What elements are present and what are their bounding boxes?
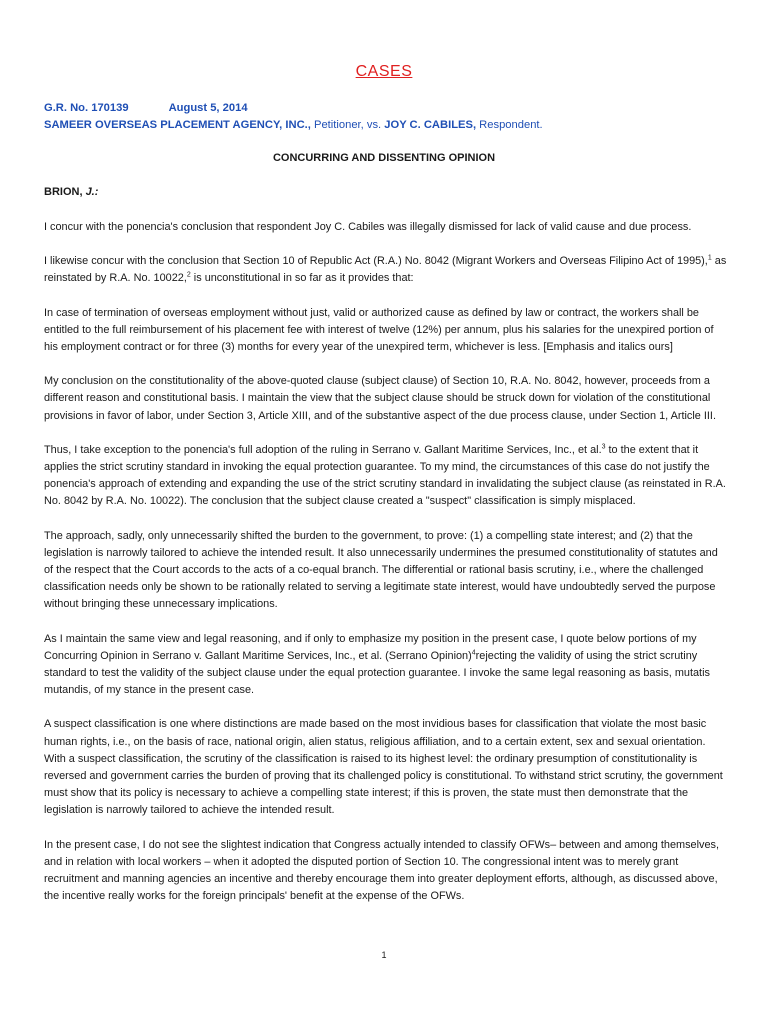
quoted-paragraph: In case of termination of overseas employment without just, valid or authorized cause as defined by law or contract, the workers shall be entitled to the full reimbursement of his placement fee with interest of twelve (12%) per annum, plus his salaries for the unexpired portion of his employment contract or for three (3) months for every year of the unexpired term, whichever is less. [Emphasis and italics ours] <box>44 306 714 354</box>
opinion-heading: CONCURRING AND DISSENTING OPINION <box>272 152 496 164</box>
footnote-ref[interactable]: 4 <box>471 649 476 657</box>
respondent-name: JOY C. CABILES, <box>384 119 477 131</box>
section-title: CASES <box>355 63 413 80</box>
paragraph-text: to the extent that it applies the strict scrutiny standard in invoking the equal protection guarantee. To my mind, the circumstances of this case do not justify the ponencia's approach of extending and expanding the use of the strict scrutiny standard in invalidating the subject clause (as reinstated in R.A. No. 8042 by R.A. No. 10022). The conclusion that the subject clause created a "suspect" classification is simply misplaced. <box>44 443 726 508</box>
footnote-ref[interactable]: 3 <box>601 443 606 451</box>
opinion-body <box>44 219 728 923</box>
petitioner-role: Petitioner, vs. <box>310 119 385 131</box>
paragraph-text: Thus, I take exception to the ponencia's full adoption of the ruling in Serrano v. Gallant Maritime Services, Inc., et al. <box>44 443 602 456</box>
case-number-line <box>44 100 728 117</box>
paragraph-text: rejecting the validity of using the strict scrutiny standard to test the validity of the subject clause under the equal protection guarantee. I invoke the same legal reasoning as basis, mutatis mutandis, of my stance in the present case. <box>44 649 710 697</box>
judge-name <box>44 186 98 198</box>
parties-line <box>44 117 728 134</box>
paragraph <box>44 442 728 511</box>
footnote-ref[interactable]: 2 <box>186 271 191 279</box>
page-number: 1 <box>381 950 387 960</box>
paragraph-text: as reinstated by R.A. No. 10022, <box>44 255 727 285</box>
quoted-paragraph: A suspect classification is one where distinctions are made based on the most invidious bases for classification that violate the most basic human rights, i.e., on the basis of race, national origin, alien status, religious affiliation, and to a certain extent, sex and sexual orientation. With a suspect classification, the scrutiny of the classification is raised to its highest level: the ordinary presumption of constitutionality is reversed and government carries the burden of proving that its challenged policy is constitutional. To withstand strict scrutiny, the government must show that its policy is necessary to achieve a compelling state interest; if this is proven, the state must then demonstrate that the legislation is narrowly tailored to achieve the intended result. <box>44 718 723 817</box>
paragraph-text: I likewise concur with the conclusion that Section 10 of Republic Act (R.A.) No. 8042 (Migrant Workers and Overseas Filipino Act of 1995), <box>44 255 708 268</box>
judge-surname: BRION, <box>44 186 86 198</box>
paragraph: My conclusion on the constitutionality of the above-quoted clause (subject clause) of Section 10, R.A. No. 8042, however, proceeds from a different reason and constitutional basis. I maintain the view that the subject clause should be struck down for violation of the constitutional provisions in favor of labor, under Section 3, Article XIII, and of the substantive aspect of the due process clause, under Section 1, Article III. <box>44 375 716 422</box>
paragraph: The approach, sadly, only unnecessarily shifted the burden to the government, to prove: (1) a compelling state interest; and (2) that the legislation is narrowly tailored to achieve the intended result. It also unnecessarily undermines the presumed constitutionality of statutes and of the respect that the Court accords to the acts of a co-equal branch. The differential or rational basis scrutiny, i.e., where the challenged classification needs only be shown to be rationally related to serving a legitimate state interest, would have undoubtedly served the purpose without bringing these unnecessary implications. <box>44 529 718 611</box>
paragraph <box>44 631 728 700</box>
paragraph-text: As I maintain the same view and legal reasoning, and if only to emphasize my position in the present case, I quote below portions of my Concurring Opinion in Serrano v. Gallant Maritime Services, Inc., et al. (Serrano Opinion) <box>44 632 697 662</box>
paragraph <box>44 253 728 287</box>
quoted-paragraph: In the present case, I do not see the slightest indication that Congress actually intended to classify OFWs– between and among themselves, and in relation with local workers – when it adopted the disputed portion of Section 10. The congressional intent was to merely grant recruitment and manning agencies an incentive and thereby encourage them into greater deployment efforts, although, as discussed above, the incentive really works for the foreign principals' benefit at the expense of the OFWs. <box>44 838 719 903</box>
paragraph: I concur with the ponencia's conclusion that respondent Joy C. Cabiles was illegally dismissed for lack of valid cause and due process. <box>44 221 692 233</box>
gr-number: G.R. No. 170139 <box>44 102 129 114</box>
respondent-role: Respondent. <box>476 119 543 131</box>
judge-suffix: J.: <box>85 186 99 198</box>
case-caption <box>44 100 728 134</box>
petitioner-name: SAMEER OVERSEAS PLACEMENT AGENCY, INC., <box>44 119 311 131</box>
footnote-ref[interactable]: 1 <box>707 254 712 262</box>
paragraph-text: is unconstitutional in so far as it provides that: <box>190 272 414 285</box>
case-date: August 5, 2014 <box>168 102 248 114</box>
